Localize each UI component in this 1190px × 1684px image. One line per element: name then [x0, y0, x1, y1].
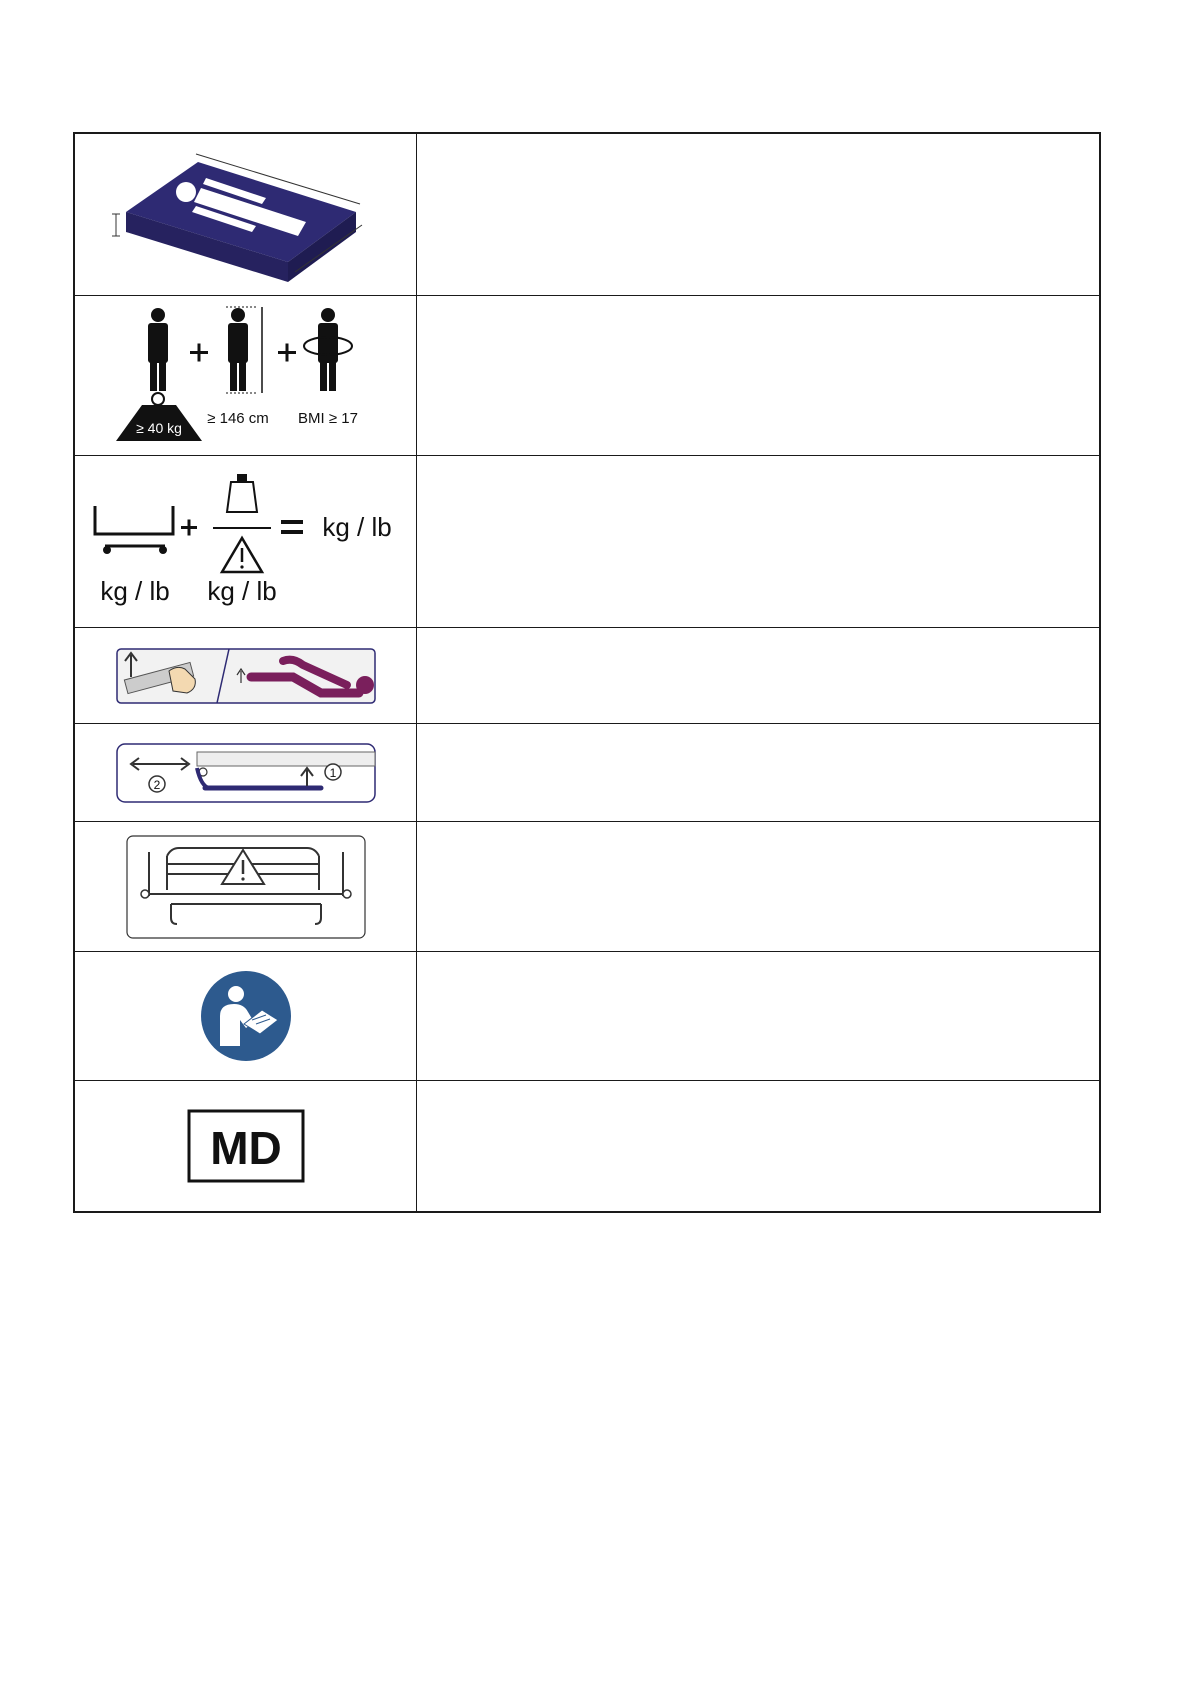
raise-side-rail-icon	[111, 641, 381, 711]
table-row	[75, 952, 1099, 1081]
md-label: MD	[209, 1122, 282, 1174]
symbol-cell	[75, 456, 417, 627]
description-cell	[417, 1081, 1099, 1211]
bed-entrapment-warning-icon	[121, 832, 371, 942]
load-weight-label: kg / lb	[206, 575, 277, 606]
symbol-cell	[75, 134, 417, 295]
table-row	[75, 134, 1099, 296]
description-cell	[417, 456, 1099, 627]
table-row	[75, 456, 1099, 628]
description-cell	[417, 952, 1099, 1080]
description-cell	[417, 296, 1099, 455]
mattress-dimensions-icon	[106, 140, 386, 290]
table-row	[75, 724, 1099, 822]
step-2-label: 2	[153, 777, 160, 792]
symbol-cell	[75, 628, 417, 723]
step-1-label: 1	[329, 765, 336, 780]
bed-weight-label: kg / lb	[99, 575, 170, 606]
description-cell	[417, 724, 1099, 821]
bmi-label: BMI ≥ 17	[297, 409, 358, 427]
total-load-label: kg / lb	[321, 511, 392, 542]
symbol-cell	[75, 724, 417, 821]
description-cell	[417, 134, 1099, 295]
medical-device-icon	[186, 1108, 306, 1184]
symbol-cell	[75, 296, 417, 455]
symbol-table	[73, 132, 1101, 1213]
safe-working-load-icon	[81, 462, 411, 622]
description-cell	[417, 822, 1099, 951]
height-label: ≥ 146 cm	[206, 409, 269, 427]
table-row	[75, 822, 1099, 952]
symbol-cell	[75, 822, 417, 951]
symbol-cell	[75, 952, 417, 1080]
read-instructions-icon	[196, 966, 296, 1066]
release-side-rail-icon	[111, 738, 381, 808]
weight-label: ≥ 40 kg	[135, 419, 182, 436]
table-row	[75, 628, 1099, 724]
patient-requirements-icon	[106, 301, 386, 451]
symbol-cell	[75, 1081, 417, 1211]
description-cell	[417, 628, 1099, 723]
table-row	[75, 296, 1099, 456]
table-row	[75, 1081, 1099, 1211]
